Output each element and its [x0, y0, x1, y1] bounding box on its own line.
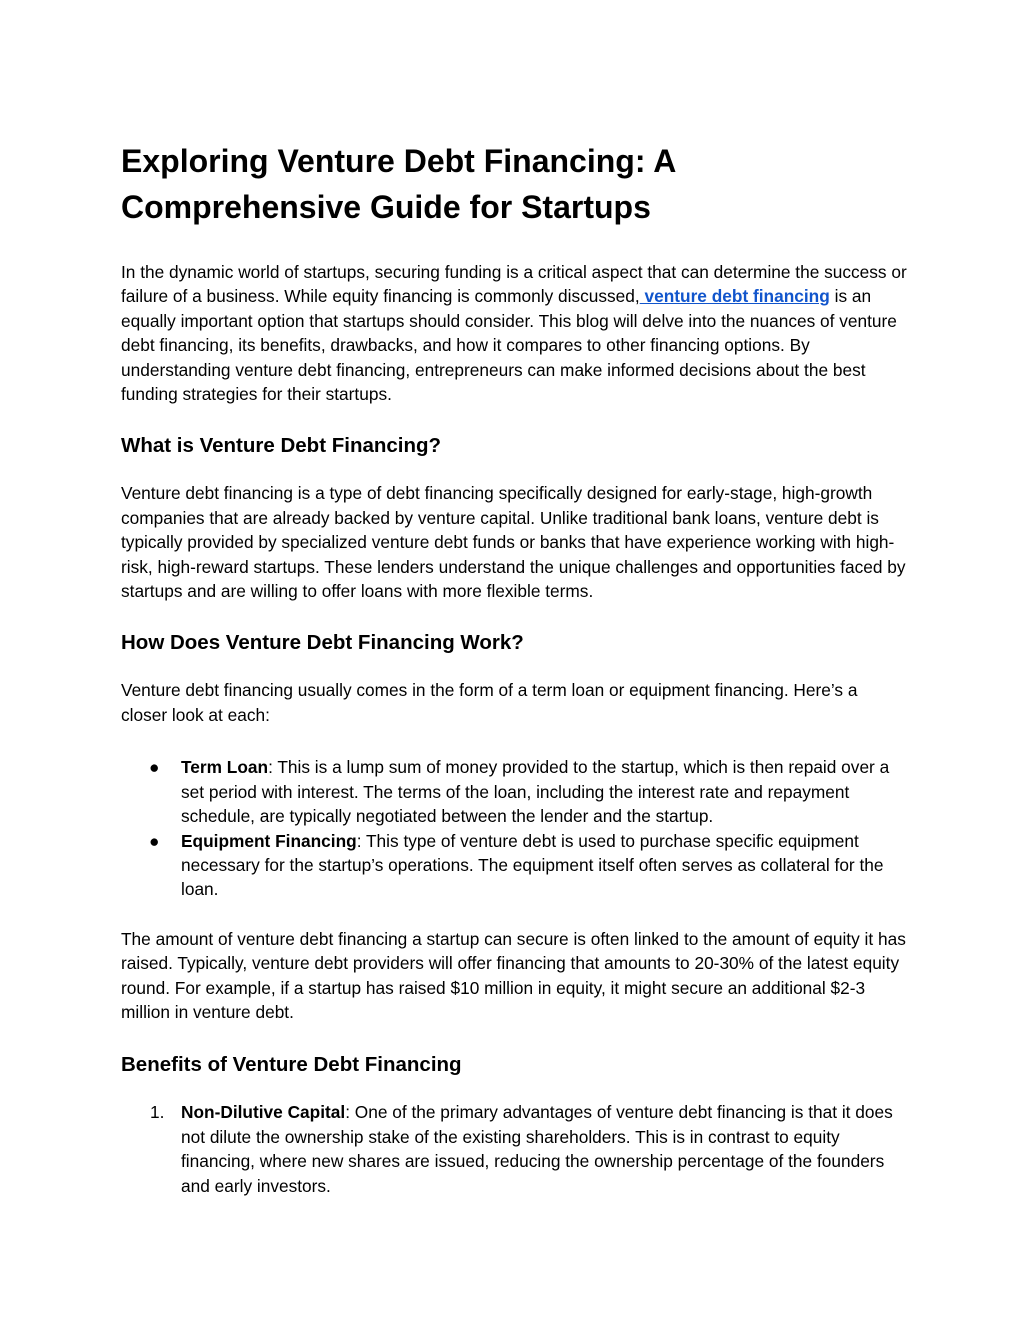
- number-marker: 1.: [150, 1102, 165, 1123]
- list-item: [121, 829, 907, 902]
- how-paragraph: Venture debt financing usually comes in the form of a term loan or equipment financing. Here’s a closer look at each:: [121, 680, 858, 725]
- section-heading-how: How Does Venture Debt Financing Work?: [121, 631, 524, 655]
- list-item-term: Term Loan: [181, 757, 269, 778]
- intro-text-after-link: is an equally important option that startups should consider. This blog will delve into the nuances of venture debt financing, its benefits, drawbacks, and how it compares to other financing options. By understanding venture debt financing, entrepreneurs can make informed decisions about the best funding strategies for their startups.: [121, 286, 897, 405]
- bullet-marker: ●: [149, 830, 160, 851]
- list-item-text: : This type of venture debt is used to purchase specific equipment necessary for the startup’s operations. The equipment itself often serves as collateral for the loan.: [181, 830, 884, 900]
- section-heading-benefits: Benefits of Venture Debt Financing: [121, 1053, 462, 1077]
- bullet-marker: ●: [149, 757, 160, 778]
- document-page: [121, 138, 907, 1223]
- list-item: [121, 1100, 907, 1198]
- list-item-term: Equipment Financing: [181, 830, 357, 851]
- list-item-term: Non-Dilutive Capital: [181, 1102, 346, 1123]
- venture-debt-financing-link[interactable]: venture debt financing: [639, 286, 830, 307]
- page-title: Exploring Venture Debt Financing: A Comprehensive Guide for Startups: [121, 143, 676, 225]
- amount-paragraph: The amount of venture debt financing a startup can secure is often linked to the amount of equity it has raised. Typically, venture debt providers will offer financing that amounts to 20-30% of the latest equity round. For example, if a startup has raised $10 million in equity, it might secure an additional $2-3 million in venture debt.: [121, 928, 906, 1022]
- what-paragraph: Venture debt financing is a type of debt financing specifically designed for early-stage, high-growth companies that are already backed by venture capital. Unlike traditional bank loans, venture debt is typically provided by specialized venture debt funds or banks that have experience working with high-risk, high-reward startups. These lenders understand the unique challenges and opportunities faced by startups and are willing to offer loans with more flexible terms.: [121, 483, 906, 602]
- benefits-numbered-list: [121, 1100, 907, 1198]
- intro-paragraph: [121, 260, 907, 406]
- section-heading-what: What is Venture Debt Financing?: [121, 434, 442, 458]
- intro-text-before-link: In the dynamic world of startups, securing funding is a critical aspect that can determine the success or failure of a business. While equity financing is commonly discussed,: [121, 262, 907, 307]
- list-item-text: : One of the primary advantages of venture debt financing is that it does not dilute the ownership stake of the existing shareholders. This is in contrast to equity financing, where new shares are issued, reducing the ownership percentage of the founders and early investors.: [181, 1102, 893, 1196]
- how-bullet-list: [121, 755, 907, 901]
- list-item-text: : This is a lump sum of money provided to the startup, which is then repaid over a set period with interest. The terms of the loan, including the interest rate and repayment schedule, are typically negotiated between the lender and the startup.: [181, 757, 890, 827]
- list-item: [121, 755, 907, 828]
